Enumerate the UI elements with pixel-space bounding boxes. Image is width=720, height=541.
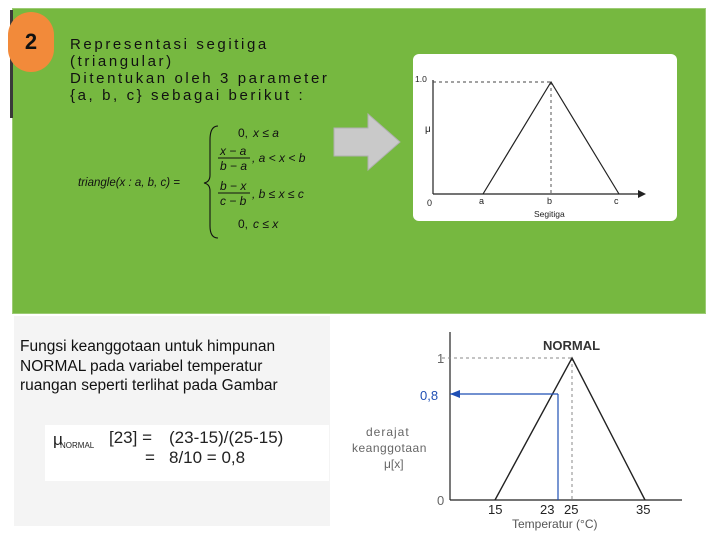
y-axis-label: μ <box>425 124 431 135</box>
origin-label: 0 <box>427 198 433 208</box>
formula-brace <box>204 126 218 238</box>
slide-title <box>70 36 400 104</box>
slide-number-badge: 2 <box>8 12 54 72</box>
case-denominator: b − a <box>220 159 248 173</box>
y-tick-1: 1 <box>437 351 445 366</box>
triangle-formula <box>70 120 330 245</box>
calc-equals: = <box>145 448 155 467</box>
calc-expression-1: (23-15)/(25-15) <box>169 428 284 447</box>
triangle-graph <box>413 54 677 221</box>
case-condition: , b ≤ x ≤ c <box>252 187 304 201</box>
x-tick-25: 25 <box>564 502 579 517</box>
description-line: NORMAL pada variabel temperatur <box>20 357 263 375</box>
y-label-line: μ[x] <box>384 457 404 471</box>
description-line: Fungsi keanggotaan untuk himpunan <box>20 338 276 355</box>
x-axis-label: Temperatur (°C) <box>512 517 598 531</box>
title-line: (triangular) <box>70 53 174 70</box>
mu-symbol: μ <box>53 430 63 449</box>
y-label-line: keanggotaan <box>352 441 427 455</box>
graph-caption: Segitiga <box>534 209 565 219</box>
normal-chart <box>340 318 700 536</box>
y-top-label: 1.0 <box>415 74 427 84</box>
case-numerator: x − a <box>220 144 247 158</box>
description-text <box>20 337 330 396</box>
case-denominator: c − b <box>220 194 247 208</box>
case-condition: , a < x < b <box>252 151 306 165</box>
degree-arrowhead <box>450 390 460 398</box>
case-value: 0, <box>238 126 249 140</box>
description-line: ruangan seperti terlihat pada Gambar <box>20 377 278 394</box>
triangle-graph-panel <box>413 54 677 221</box>
x-label-a: a <box>479 196 485 206</box>
title-line: {a, b, c} sebagai berikut : <box>70 87 306 104</box>
normal-membership-chart <box>340 318 700 536</box>
calculation <box>45 425 329 481</box>
calculation-box <box>45 425 329 481</box>
y-label-line: derajat <box>366 425 410 439</box>
membership-triangle <box>495 358 645 500</box>
x-tick-23: 23 <box>540 502 555 517</box>
right-arrow-icon <box>332 112 402 172</box>
x-label-b: b <box>547 196 553 206</box>
case-numerator: b − x <box>220 179 247 193</box>
x-label-c: c <box>614 196 619 206</box>
case-condition: x ≤ a <box>253 126 279 140</box>
y-tick-0: 0 <box>437 493 445 508</box>
title-line: Representasi segitiga <box>70 36 269 53</box>
x-tick-35: 35 <box>636 502 651 517</box>
calc-expression-2: 8/10 = 0,8 <box>169 448 246 467</box>
y-tick-08: 0,8 <box>420 388 439 403</box>
x-tick-15: 15 <box>488 502 503 517</box>
title-line: Ditentukan oleh 3 parameter <box>70 70 330 87</box>
calc-argument: [23] = <box>109 428 153 447</box>
mu-subscript: NORMAL <box>60 441 95 450</box>
formula-lhs: triangle(x : a, b, c) = <box>78 177 180 189</box>
case-condition: c ≤ x <box>253 217 279 231</box>
chart-title: NORMAL <box>543 338 601 353</box>
x-axis-arrowhead <box>638 190 646 198</box>
case-value: 0, <box>238 217 249 231</box>
